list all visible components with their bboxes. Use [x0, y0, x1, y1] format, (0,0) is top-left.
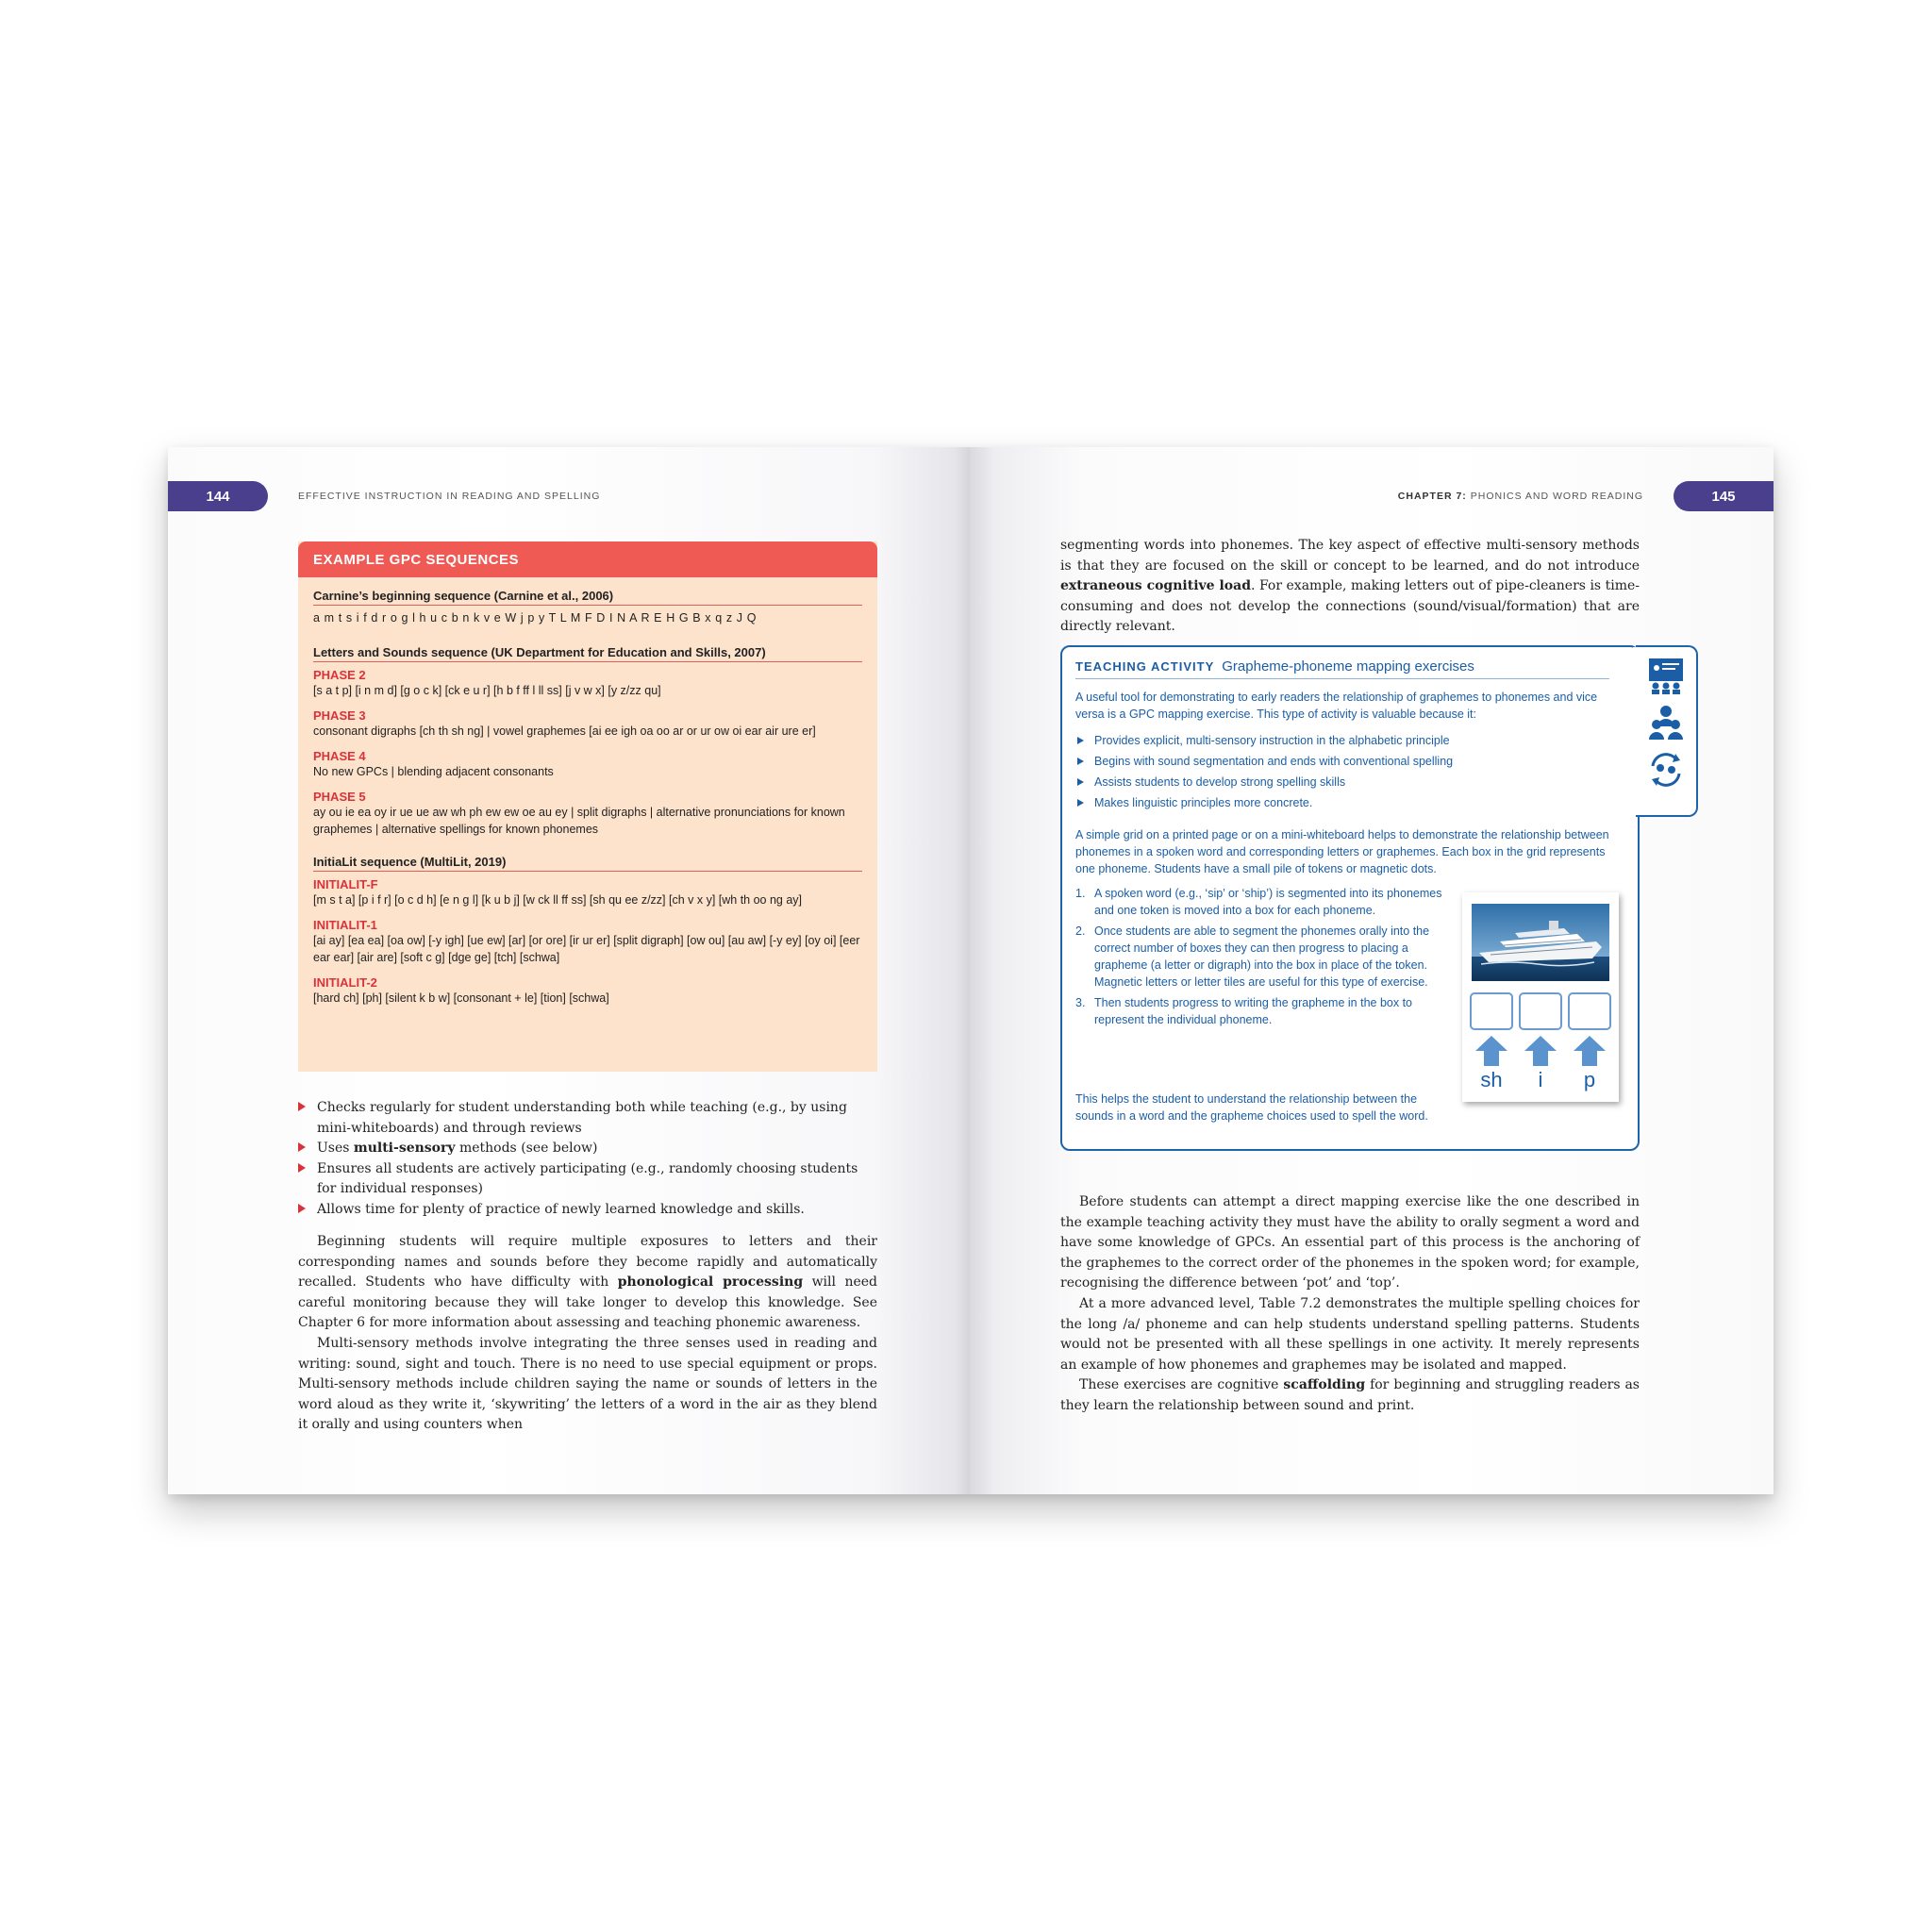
up-arrow-icon — [1574, 1036, 1606, 1066]
grapheme-letter: sh — [1480, 1068, 1503, 1091]
phase-label: PHASE 4 — [313, 749, 366, 763]
initialit-label: INITIALIT-F — [313, 877, 378, 891]
gpc-sequences-box — [298, 541, 877, 1072]
phase-text: consonant digraphs [ch th sh ng] | vowel graphemes [ai ee igh oa oo ar or ur ow oi ear air ure er] — [313, 724, 816, 738]
paragraph: Beginning students will require multiple exposures to letters and their corresponding names and sounds before they become rapidly and automatically recalled. Students who have difficulty with phonological processing will need careful monitoring because they will take longer to develop this knowledge. See Chapter 6 for more information about assessing and teaching phonemic awareness. — [298, 1234, 877, 1331]
ship-mapping-illustration — [1462, 892, 1619, 1102]
bullet-triangle-icon — [1077, 799, 1084, 807]
activity-steps — [1075, 885, 1445, 1028]
list-item: Allows time for plenty of practice of newly learned knowledge and skills. — [298, 1200, 877, 1221]
right-body-text — [1060, 1192, 1640, 1417]
bullet-triangle-icon — [1077, 737, 1084, 744]
page-number-right: 145 — [1674, 481, 1774, 511]
right-intro-text — [1060, 536, 1640, 638]
running-head-left: EFFECTIVE INSTRUCTION IN READING AND SPELLING — [298, 491, 601, 502]
bullet-triangle-icon — [298, 1204, 306, 1213]
teaching-activity-box — [1060, 645, 1638, 1151]
list-item: Uses multi-sensory methods (see below) — [298, 1139, 877, 1159]
left-body-text — [298, 1232, 877, 1436]
letters-sounds-heading: Letters and Sounds sequence (UK Department for Education and Skills, 2007) — [313, 645, 862, 662]
grapheme-box — [1470, 992, 1513, 1030]
initialit-label: INITIALIT-1 — [313, 918, 377, 932]
left-page — [168, 447, 970, 1494]
teacher-board-icon — [1647, 657, 1685, 694]
grapheme-box — [1568, 992, 1611, 1030]
bullet-triangle-icon — [1077, 778, 1084, 786]
list-item: Checks regularly for student understanding both while teaching (e.g., by using mini-whiteboards) and through reviews — [298, 1098, 877, 1139]
phase-text: [s a t p] [i n m d] [g o c k] [ck e u r] [h b f ff l ll ss] [j v w x] [y z/zz qu] — [313, 684, 661, 697]
up-arrow-icon — [1524, 1036, 1557, 1066]
grapheme-letters — [1470, 1068, 1611, 1096]
activity-icons — [1647, 657, 1690, 798]
initialit-heading: InitiaLit sequence (MultiLit, 2019) — [313, 855, 862, 872]
initialit-label: INITIALIT-2 — [313, 975, 377, 990]
bullet-triangle-icon — [298, 1102, 306, 1111]
list-item: Provides explicit, multi-sensory instruction in the alphabetic principle — [1075, 730, 1623, 751]
bullet-triangle-icon — [1077, 758, 1084, 765]
up-arrow-icon — [1475, 1036, 1507, 1066]
paragraph: segmenting words into phonemes. The key aspect of effective multi-sensory methods is that they are focused on the skill or concept to be learned, and do not introduce extraneous cognitive load. For example, making letters out of pipe-cleaners is time-consuming and does not develop the connections (sound/visual/formation) that are directly relevant. — [1060, 538, 1640, 635]
grapheme-boxes — [1470, 992, 1611, 1030]
grapheme-box — [1519, 992, 1562, 1030]
teaching-bullets — [298, 1098, 877, 1220]
activity-conclusion: This helps the student to understand the relationship between the sounds in a word and the grapheme choices used to spell the word. — [1075, 1092, 1428, 1123]
initialit-text: [m s t a] [p i f r] [o c d h] [e n g l] [k u b j] [w ck ll ff ss] [sh qu ee z/zz] [ch v x y] [wh th oo ng ay] — [313, 893, 803, 907]
phase-label: PHASE 5 — [313, 790, 366, 804]
activity-intro: A useful tool for demonstrating to early readers the relationship of graphemes to phonemes and vice versa is a GPC mapping exercise. This type of activity is valuable because it: — [1075, 691, 1598, 721]
paragraph: Multi-sensory methods involve integrating the three senses used in reading and writing: sound, sight and touch. There is no need to use special equipment or props. Multi-sensory methods include children saying the name or sounds of letters in the word aloud as they write it, ‘skywriting’ the letters of a word in the air as they blend it orally and using counters when — [298, 1335, 877, 1433]
list-item: Assists students to develop strong spelling skills — [1075, 772, 1623, 792]
gpc-box-title: EXAMPLE GPC SEQUENCES — [298, 541, 877, 577]
bullet-triangle-icon — [298, 1163, 306, 1173]
carnine-sequence: a m t s i f d r o g l h u c b n k v e W j p y T L M F D I N A R E H G B x q z J Q — [313, 611, 758, 625]
initialit-text: [ai ay] [ea ea] [oa ow] [-y igh] [ue ew] [ar] [or ore] [ir ur er] [split digraph] [ow ou] [au aw] [-y ey] [oy oi] [eer ear ear] [air are] [soft c g] [dge ge] [tch] [schwa] — [313, 934, 860, 964]
initialit-text: [hard ch] [ph] [silent k b w] [consonant + le] [tion] [schwa] — [313, 991, 609, 1005]
up-arrows — [1470, 1034, 1611, 1068]
activity-grid-text: A simple grid on a printed page or on a mini-whiteboard helps to demonstrate the relationship between phonemes in a spoken word and corresponding letters or graphemes. Each box in the grid represents one phoneme. Students have a small pile of tokens or magnetic dots. — [1075, 828, 1609, 875]
grapheme-letter: p — [1583, 1068, 1596, 1091]
page-number-left: 144 — [168, 481, 268, 511]
list-item: 1. A spoken word (e.g., ‘sip’ or ‘ship’) is segmented into its phonemes and one token is moved into a box for each phoneme. — [1075, 887, 1442, 917]
list-item: Makes linguistic principles more concrete. — [1075, 792, 1623, 813]
cruise-ship-image — [1472, 904, 1609, 981]
phase-text: ay ou ie ea oy ir ue ue aw wh ph ew ew oe au ey | split digraphs | alternative pronunciations for known graphemes | alternative spellings for known phonemes — [313, 806, 845, 836]
paragraph: These exercises are cognitive scaffolding for beginning and struggling readers as they learn the relationship between sound and print. — [1060, 1377, 1640, 1413]
paragraph: Before students can attempt a direct mapping exercise like the one described in the example teaching activity they must have the ability to orally segment a word and have some knowledge of GPCs. An essential part of this process is the anchoring of the graphemes to the correct order of the phonemes in the spoken word; for example, recognising the difference between ‘pot’ and ‘top’. — [1060, 1194, 1640, 1291]
bullet-triangle-icon — [298, 1142, 306, 1152]
phase-label: PHASE 3 — [313, 708, 366, 723]
phase-label: PHASE 2 — [313, 668, 366, 682]
list-item: 2. Once students are able to segment the phonemes orally into the correct number of boxes they can then progress to placing a grapheme (a letter or digraph) into the box in place of the token. Magnetic letters or letter tiles are useful for this type of exercise. — [1075, 924, 1430, 989]
list-item: Begins with sound segmentation and ends with conventional spelling — [1075, 751, 1623, 772]
carnine-heading: Carnine’s beginning sequence (Carnine et al., 2006) — [313, 589, 862, 606]
grapheme-letter: i — [1538, 1068, 1543, 1091]
right-page — [970, 447, 1774, 1494]
list-item: Ensures all students are actively participating (e.g., randomly choosing students for individual responses) — [298, 1159, 877, 1200]
running-head-right: CHAPTER 7: PHONICS AND WORD READING — [1397, 491, 1643, 502]
list-item: 3. Then students progress to writing the grapheme in the box to represent the individual phoneme. — [1075, 996, 1412, 1026]
activity-title: TEACHING ACTIVITY Grapheme-phoneme mapping exercises — [1075, 658, 1609, 679]
swap-people-icon — [1647, 751, 1685, 789]
book-spread — [168, 447, 1774, 1494]
phase-text: No new GPCs | blending adjacent consonants — [313, 765, 554, 778]
activity-bullets — [1075, 730, 1623, 813]
paragraph: At a more advanced level, Table 7.2 demonstrates the multiple spelling choices for the long /a/ phoneme and can help students understand spelling patterns. Students would not be presented with all these spellings in one activity. It merely represents an example of how phonemes and graphemes may be isolated and mapped. — [1060, 1295, 1640, 1373]
group-icon — [1647, 704, 1685, 741]
